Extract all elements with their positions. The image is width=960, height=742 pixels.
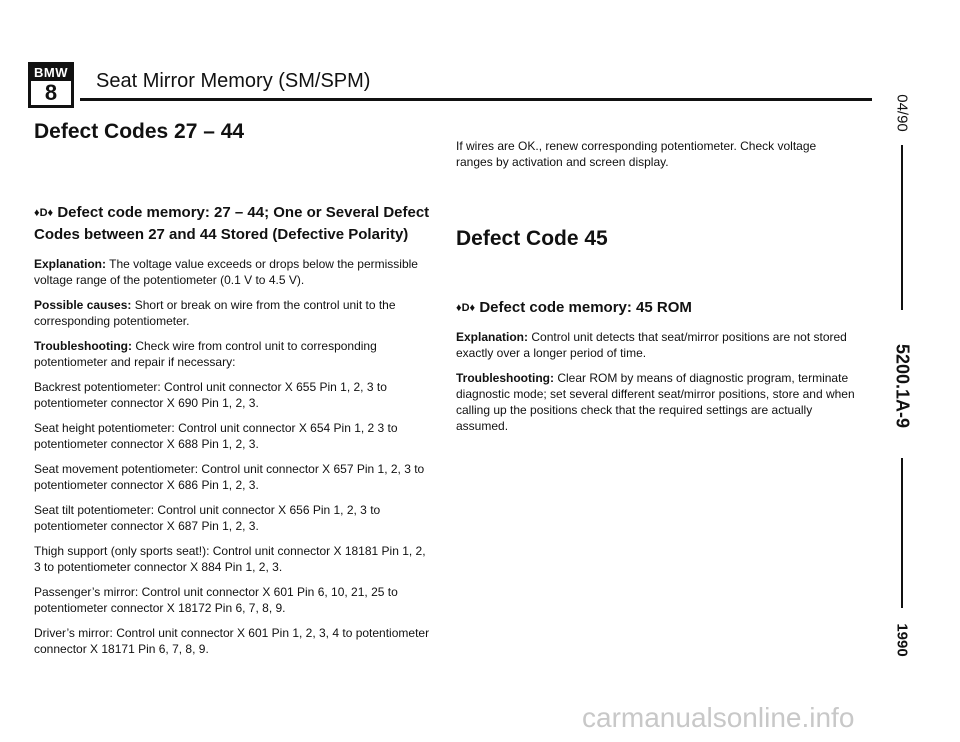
spine-line	[901, 458, 903, 608]
body-paragraph	[34, 625, 434, 657]
body-paragraph	[34, 338, 434, 370]
side-spine	[872, 0, 932, 742]
spacer	[34, 144, 434, 202]
spine-date: 04/90	[893, 94, 911, 132]
body-paragraph	[34, 584, 434, 616]
bmw-8-logo	[28, 62, 74, 108]
page-header-title: Seat Mirror Memory (SM/SPM)	[96, 70, 371, 92]
left-paragraphs	[34, 256, 434, 657]
spine-year: 1990	[893, 623, 911, 657]
body-paragraph	[456, 370, 856, 434]
paragraph-text: Short or break on wire from the control unit to the corresponding potentiometer.	[34, 298, 396, 328]
section-title-45: Defect Code 45	[456, 227, 608, 250]
paragraph-text: Thigh support (only sports seat!): Control unit connector X 18181 Pin 1, 2, 3 to potentiometer connector X 884 Pin 1, 2, 3.	[34, 544, 426, 574]
paragraph-text: Control unit detects that seat/mirror positions are not stored exactly over a longer period of time.	[456, 330, 847, 360]
diagnosis-marker-icon: ♦D♦	[34, 207, 54, 219]
section-title-27-44: Defect Codes 27 – 44	[34, 120, 245, 143]
diagnosis-marker-icon: ♦D♦	[456, 302, 476, 314]
paragraph-text: Passenger’s mirror: Control unit connector X 601 Pin 6, 10, 21, 25 to potentiometer connector X 18172 Pin 6, 7, 8, 9.	[34, 585, 398, 615]
spacer	[456, 179, 856, 227]
subhead-text: Defect code memory: 45 ROM	[479, 299, 692, 316]
paragraph-label: Explanation:	[456, 330, 529, 344]
paragraph-text: Seat movement potentiometer: Control unit connector X 657 Pin 1, 2, 3 to potentiometer connector X 686 Pin 1, 2, 3.	[34, 462, 425, 492]
header-divider	[80, 98, 872, 101]
body-paragraph	[34, 379, 434, 411]
paragraph-text: Backrest potentiometer: Control unit connector X 655 Pin 1, 2, 3 to potentiometer connector X 690 Pin 1, 2, 3.	[34, 380, 387, 410]
body-paragraph	[34, 256, 434, 288]
paragraph-text: Seat height potentiometer: Control unit connector X 654 Pin 1, 2 3 to potentiometer connector X 688 Pin 1, 2, 3.	[34, 421, 398, 451]
body-paragraph	[34, 502, 434, 534]
body-paragraph	[34, 543, 434, 575]
paragraph-label: Troubleshooting:	[456, 371, 554, 385]
body-paragraph	[34, 461, 434, 493]
subhead-defect-45	[456, 297, 856, 319]
left-column	[34, 120, 434, 666]
paragraph-label: Explanation:	[34, 257, 107, 271]
body-paragraph	[34, 297, 434, 329]
paragraph-text: Clear ROM by means of diagnostic program, terminate diagnostic mode; set several different seat/mirror positions, store and when calling up the positions check that the required settings are actually assumed.	[456, 371, 855, 433]
intro-paragraph: If wires are OK., renew corresponding potentiometer. Check voltage ranges by activation and screen display.	[456, 139, 817, 169]
paragraph-text: The voltage value exceeds or drops below the permissible voltage range of the potentiometer (0.1 V to 4.5 V).	[34, 257, 418, 287]
subhead-defect-27-44	[34, 202, 434, 246]
spacer	[456, 251, 856, 297]
right-column	[456, 138, 856, 443]
subhead-text: Defect code memory: 27 – 44; One or Several Defect Codes between 27 and 44 Stored (Defective Polarity)	[34, 204, 430, 243]
paragraph-text: Seat tilt potentiometer: Control unit connector X 656 Pin 1, 2, 3 to potentiometer connector X 687 Pin 1, 2, 3.	[34, 503, 381, 533]
right-paragraphs	[456, 329, 856, 434]
logo-series-number: 8	[44, 80, 58, 105]
paragraph-text: Driver’s mirror: Control unit connector X 601 Pin 1, 2, 3, 4 to potentiometer connector X 18171 Pin 6, 7, 8, 9.	[34, 626, 430, 656]
paragraph-label: Possible causes:	[34, 298, 132, 312]
body-paragraph	[456, 329, 856, 361]
logo-brand: BMW	[31, 65, 71, 81]
paragraph-text: Check wire from control unit to corresponding potentiometer and repair if necessary:	[34, 339, 377, 369]
body-paragraph	[34, 420, 434, 452]
paragraph-label: Troubleshooting:	[34, 339, 132, 353]
spine-line	[901, 145, 903, 310]
watermark-text: carmanualsonline.info	[582, 702, 855, 733]
spine-document-code: 5200.1A-9	[892, 343, 913, 429]
